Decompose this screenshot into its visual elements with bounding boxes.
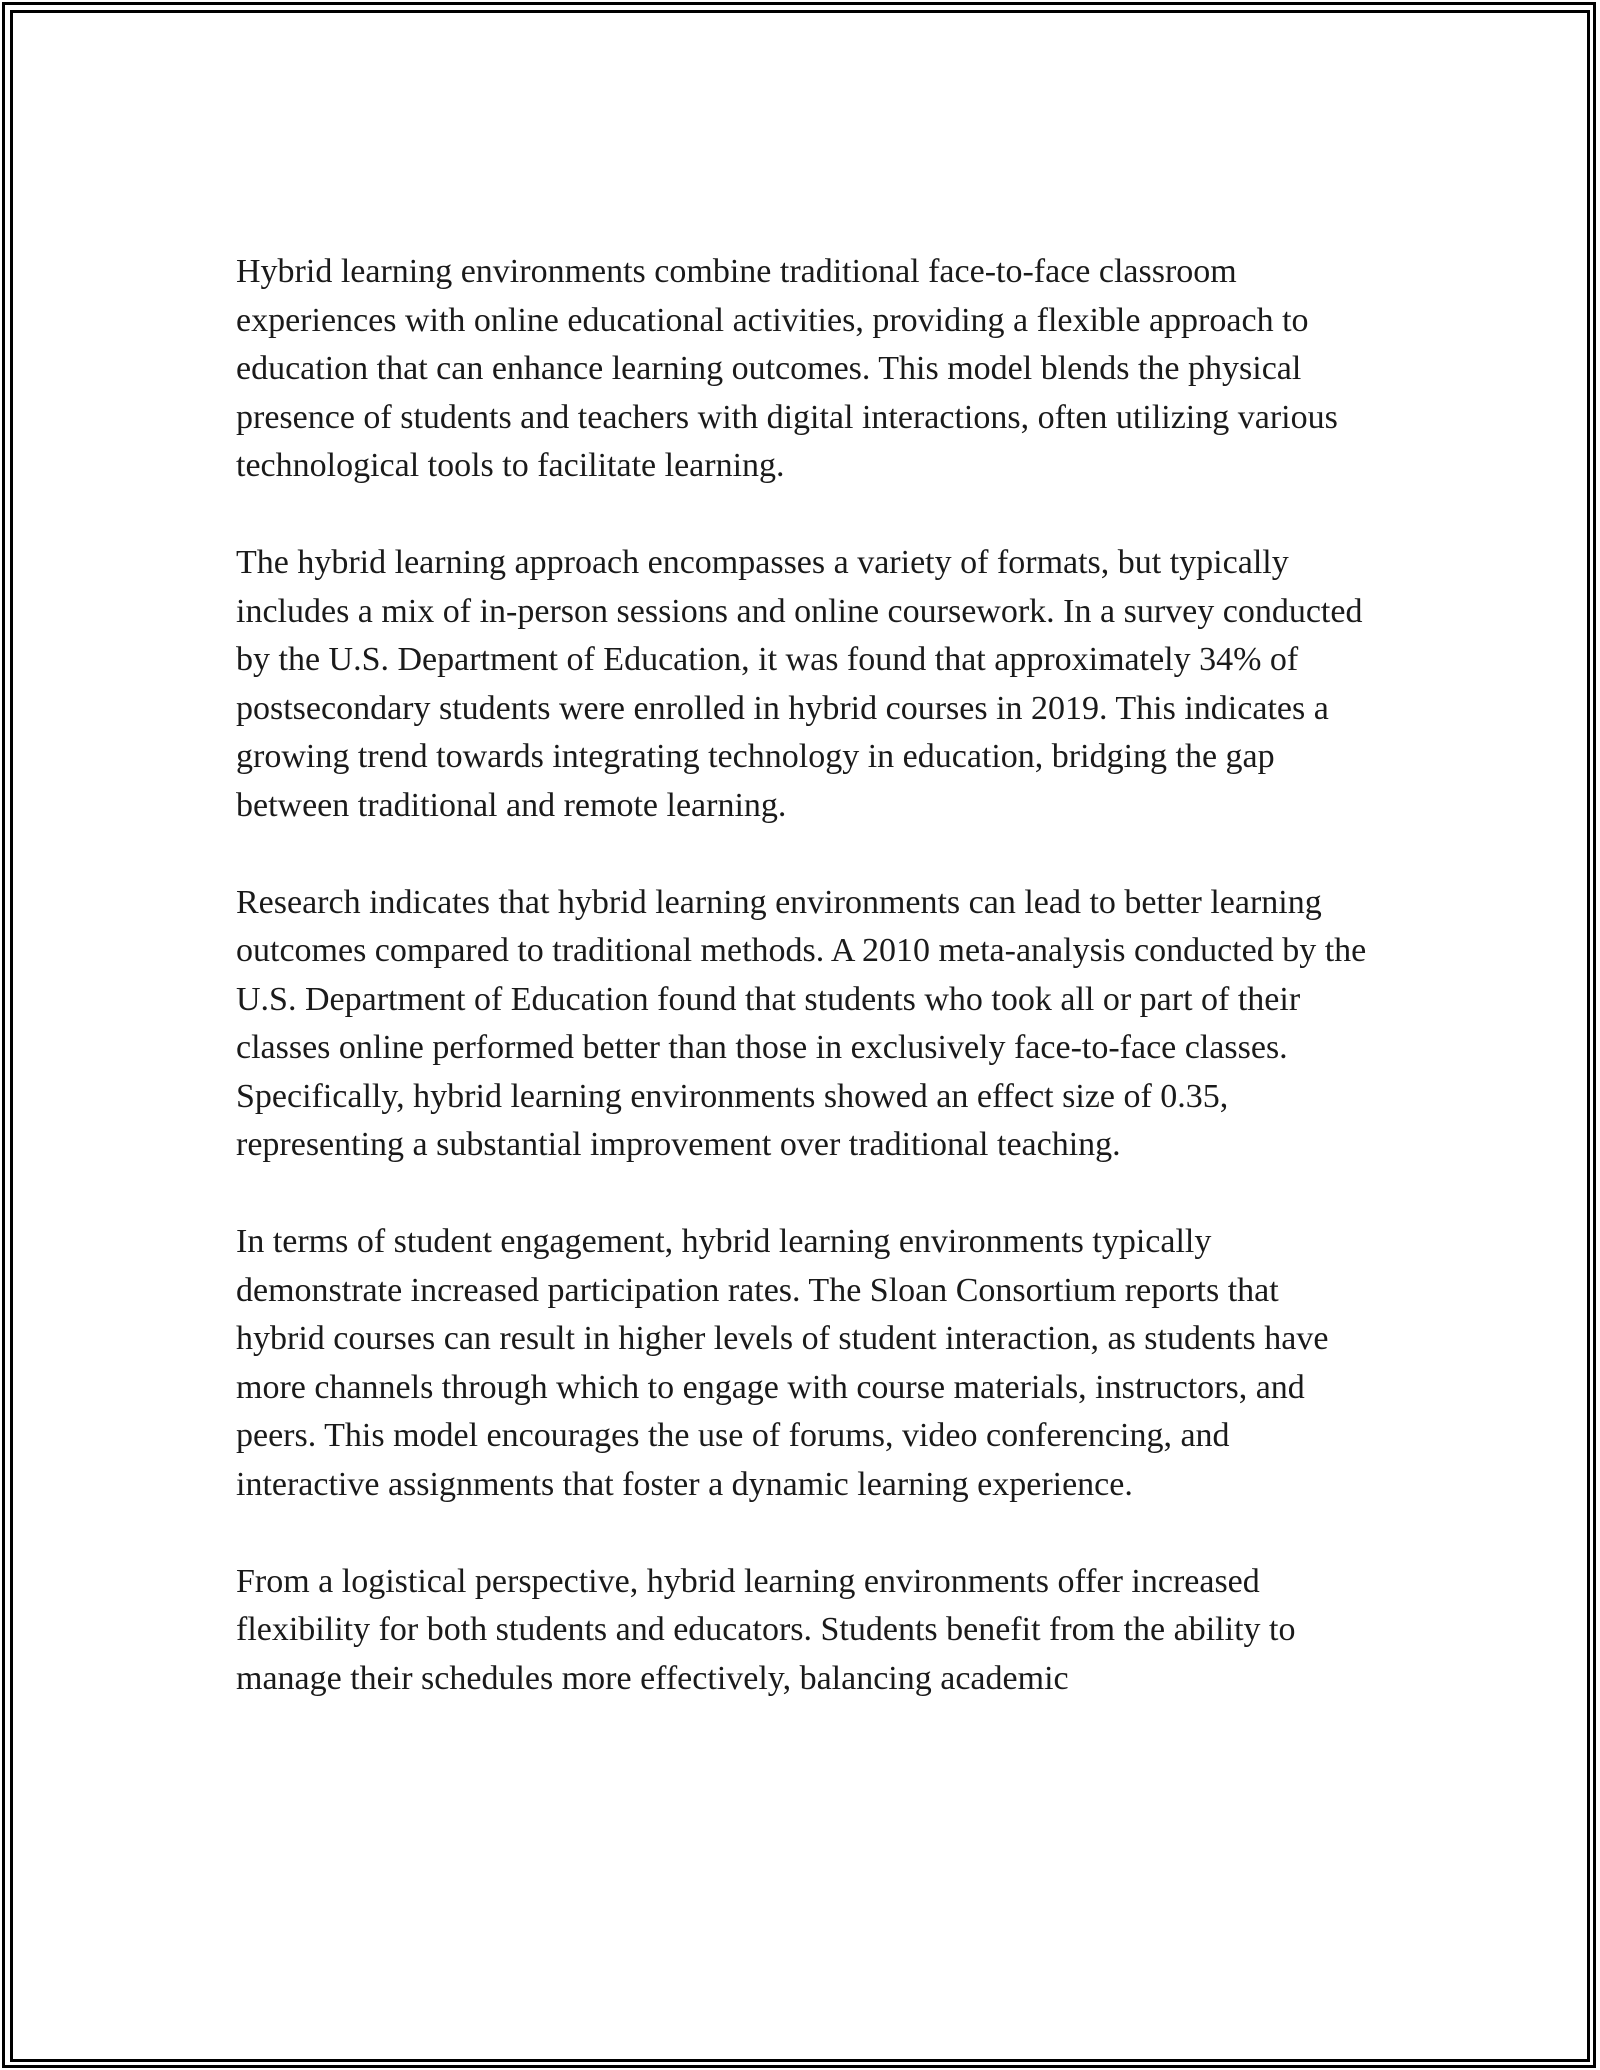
paragraph-hybrid-definition: Hybrid learning environments combine traditional face-to-face classroom experiences with online educational activities, providing a flexible approach to education that can enhance learning outcomes. This model blends the physical presence of students and teachers with digital interactions, often utilizing various technological tools to facilitate learning.: [236, 253, 1338, 484]
paragraph-hybrid-formats: The hybrid learning approach encompasses a variety of formats, but typically includes a mix of in-person sessions and online coursework. In a survey conducted by the U.S. Department of Education, it was found that approximately 34% of postsecondary students were enrolled in hybrid courses in 2019. This indicates a growing trend towards integrating technology in education, bridging the gap between traditional and remote learning.: [236, 544, 1363, 824]
document-body: [236, 248, 1371, 1752]
paragraph-student-engagement: In terms of student engagement, hybrid learning environments typically demonstrate increased participation rates. The Sloan Consortium reports that hybrid courses can result in higher levels of student interaction, as students have more channels through which to engage with course materials, instructors, and peers. This model encourages the use of forums, video conferencing, and interactive assignments that foster a dynamic learning experience.: [236, 1223, 1329, 1503]
paragraph-logistics: From a logistical perspective, hybrid learning environments offer increased flexibility for both students and educators. Students benefit from the ability to manage their schedules more effectively, balancing academic: [236, 1562, 1296, 1697]
paragraph-learning-outcomes: Research indicates that hybrid learning environments can lead to better learning outcomes compared to traditional methods. A 2010 meta-analysis conducted by the U.S. Department of Education found that students who took all or part of their classes online performed better than those in exclusively face-to-face classes. Specifically, hybrid learning environments showed an effect size of 0.35, representing a substantial improvement over traditional teaching.: [236, 883, 1367, 1163]
